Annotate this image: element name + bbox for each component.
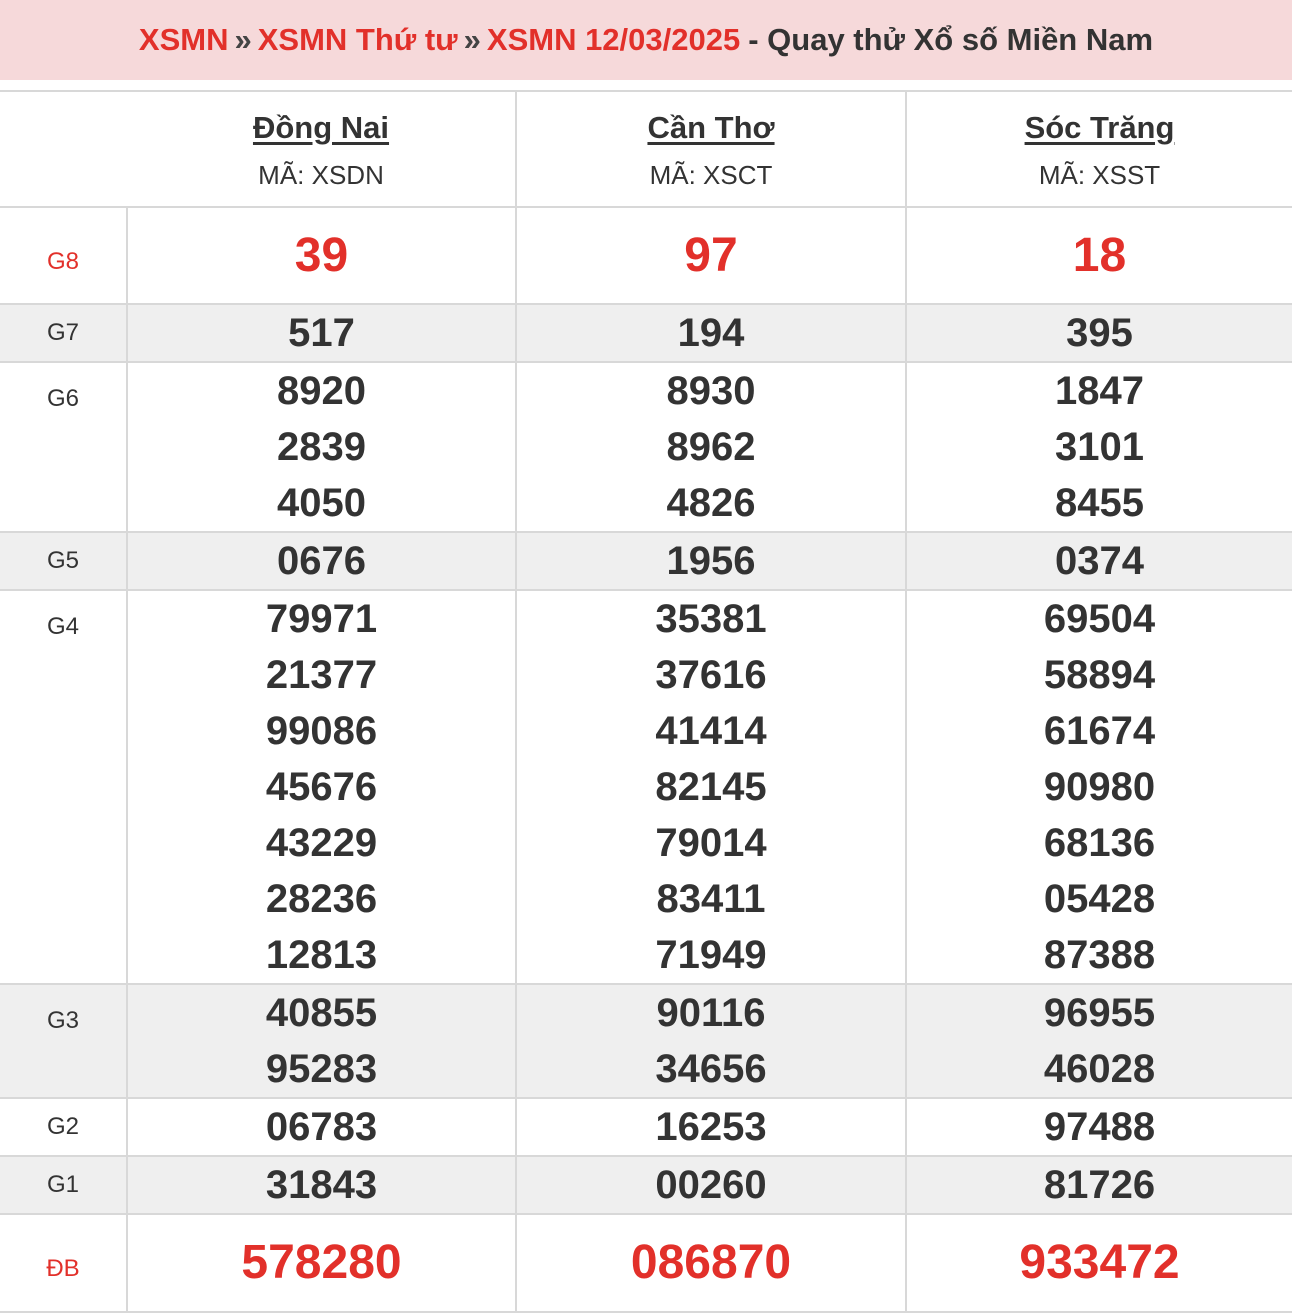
- header-gap: [0, 80, 1292, 90]
- prize-number: 90116: [656, 991, 766, 1035]
- prize-row-g8: [0, 207, 1292, 304]
- prize-number: 79014: [655, 821, 767, 865]
- prize-number: 194: [677, 311, 745, 355]
- prize-cell: [127, 532, 516, 590]
- prize-number: 79971: [265, 597, 378, 641]
- prize-number: 16253: [655, 1105, 767, 1149]
- prize-label: G6: [0, 362, 127, 532]
- prize-number: 4050: [277, 481, 366, 525]
- prize-cell: [906, 1214, 1292, 1312]
- prize-number: 0374: [1055, 539, 1144, 583]
- prize-row-g5: [0, 532, 1292, 590]
- prize-row-g3: [0, 984, 1292, 1098]
- prize-rows: [0, 207, 1292, 1312]
- prize-number: 4826: [666, 481, 756, 525]
- province-link-soc-trang[interactable]: Sóc Trăng: [1024, 109, 1175, 145]
- prize-label: G8: [0, 207, 127, 304]
- province-code: MÃ: XSCT: [649, 159, 773, 190]
- prize-number: 61674: [1043, 709, 1156, 753]
- province-link-dong-nai[interactable]: Đồng Nai: [252, 109, 390, 145]
- prize-number: 517: [288, 311, 355, 355]
- prize-number: 43229: [265, 821, 378, 865]
- prize-cell: [127, 304, 516, 362]
- prize-number: 18: [1072, 228, 1127, 282]
- prize-number: 37616: [655, 653, 767, 697]
- prize-number: 68136: [1043, 821, 1156, 865]
- prize-cell: [127, 207, 516, 304]
- province-header-soc-trang: [906, 91, 1292, 207]
- prize-label: G7: [0, 304, 127, 362]
- prize-number: 82145: [655, 765, 767, 809]
- results-table: [0, 90, 1292, 1313]
- prize-number: 395: [1066, 311, 1133, 355]
- prize-number: 8455: [1055, 481, 1144, 525]
- prize-number: 34656: [655, 1047, 767, 1091]
- prize-number: 2839: [277, 425, 366, 469]
- prize-cell: [127, 1214, 516, 1312]
- prize-number: 8920: [277, 369, 366, 413]
- province-code: MÃ: XSDN: [258, 159, 384, 190]
- prize-cell: [516, 1156, 906, 1214]
- prize-number: 71949: [655, 933, 767, 977]
- prize-number: 39: [294, 228, 349, 282]
- prize-number: 40855: [265, 991, 378, 1035]
- prize-number: 00260: [655, 1163, 767, 1207]
- prize-number: 97: [684, 228, 738, 282]
- prize-number: 8962: [666, 425, 756, 469]
- prize-row-db: [0, 1214, 1292, 1312]
- prize-number: 58894: [1043, 653, 1156, 697]
- prize-label: G4: [0, 590, 127, 984]
- prize-cell: [516, 362, 906, 532]
- prize-cell: [516, 1214, 906, 1312]
- prize-number: 578280: [241, 1236, 402, 1289]
- prize-row-g1: [0, 1156, 1292, 1214]
- prize-cell: [516, 304, 906, 362]
- prize-cell: [906, 532, 1292, 590]
- prize-label: G5: [0, 532, 127, 590]
- prize-number: 0676: [277, 539, 366, 583]
- prize-number: 06783: [265, 1105, 378, 1149]
- prize-number: 81726: [1043, 1163, 1156, 1207]
- breadcrumb-xsmn[interactable]: XSMN: [138, 22, 229, 57]
- prize-cell: [516, 1098, 906, 1156]
- prize-cell: [906, 1156, 1292, 1214]
- page-header: [0, 0, 1292, 80]
- prize-number: 97488: [1043, 1105, 1156, 1149]
- prize-number: 46028: [1043, 1047, 1156, 1091]
- page-title: - Quay thử Xổ số Miền Nam: [748, 22, 1154, 57]
- prize-number: 086870: [630, 1236, 792, 1289]
- prize-cell: [127, 1098, 516, 1156]
- prize-label: G3: [0, 984, 127, 1098]
- prize-number: 87388: [1043, 933, 1156, 977]
- province-code: MÃ: XSST: [1038, 159, 1161, 190]
- prize-cell: [516, 590, 906, 984]
- prize-row-g2: [0, 1098, 1292, 1156]
- prize-cell: [906, 1098, 1292, 1156]
- prize-label: G1: [0, 1156, 127, 1214]
- prize-cell: [906, 207, 1292, 304]
- prize-row-g6: [0, 362, 1292, 532]
- prize-cell: [516, 532, 906, 590]
- header-blank-cell: [0, 91, 127, 207]
- prize-cell: [906, 984, 1292, 1098]
- province-header-can-tho: [516, 91, 906, 207]
- prize-number: 21377: [265, 653, 378, 697]
- breadcrumb-separator: »: [463, 22, 481, 57]
- prize-label: G2: [0, 1098, 127, 1156]
- prize-number: 35381: [655, 597, 767, 641]
- prize-number: 28236: [265, 877, 378, 921]
- prize-number: 45676: [265, 765, 378, 809]
- province-link-can-tho[interactable]: Cần Thơ: [647, 109, 775, 145]
- prize-number: 1956: [666, 539, 756, 583]
- prize-cell: [906, 362, 1292, 532]
- prize-number: 1847: [1055, 369, 1144, 413]
- prize-row-g4: [0, 590, 1292, 984]
- prize-cell: [516, 207, 906, 304]
- breadcrumb-xsmn-date[interactable]: XSMN 12/03/2025: [486, 22, 741, 57]
- prize-number: 31843: [265, 1163, 378, 1207]
- prize-number: 90980: [1043, 765, 1156, 809]
- prize-number: 83411: [656, 877, 766, 921]
- prize-cell: [127, 984, 516, 1098]
- prize-label: ĐB: [0, 1214, 127, 1312]
- breadcrumb-separator: »: [234, 22, 252, 57]
- prize-row-g7: [0, 304, 1292, 362]
- prize-number: 8930: [666, 369, 756, 413]
- prize-number: 933472: [1019, 1236, 1180, 1289]
- prize-number: 96955: [1043, 991, 1156, 1035]
- prize-number: 99086: [265, 709, 378, 753]
- breadcrumb-xsmn-thu-tu[interactable]: XSMN Thứ tư: [257, 22, 458, 57]
- prize-number: 3101: [1055, 425, 1144, 469]
- prize-cell: [906, 590, 1292, 984]
- prize-number: 95283: [265, 1047, 378, 1091]
- prize-cell: [127, 362, 516, 532]
- prize-cell: [127, 1156, 516, 1214]
- prize-cell: [906, 304, 1292, 362]
- prize-number: 41414: [655, 709, 767, 753]
- prize-number: 05428: [1043, 877, 1156, 921]
- province-header-row: [0, 91, 1292, 207]
- prize-number: 12813: [265, 933, 378, 977]
- prize-number: 69504: [1043, 597, 1156, 641]
- province-header-dong-nai: [127, 91, 516, 207]
- prize-cell: [127, 590, 516, 984]
- prize-cell: [516, 984, 906, 1098]
